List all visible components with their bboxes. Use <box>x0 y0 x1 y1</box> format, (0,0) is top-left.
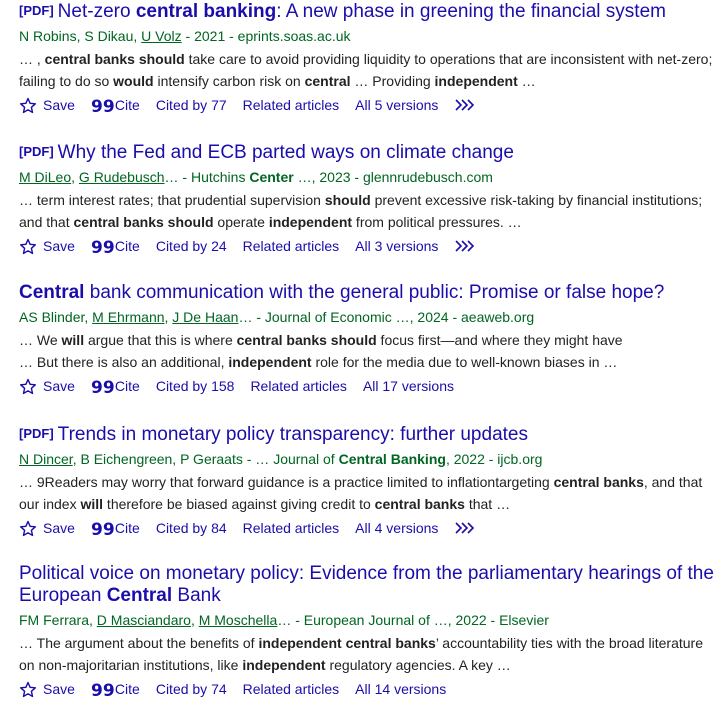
search-result <box>19 423 719 539</box>
save-label: Save <box>43 238 75 254</box>
result-title <box>19 563 719 607</box>
result-meta <box>19 450 719 468</box>
snippet-text: … , <box>19 51 45 67</box>
snippet-text: that … <box>464 496 511 512</box>
meta-text: … - Journal of Economic …, 2024 - aeaweb.org <box>238 309 535 325</box>
result-title <box>19 423 719 446</box>
double-chevron-right-icon <box>454 520 474 536</box>
snippet-text: central banks <box>374 496 465 512</box>
result-snippet <box>19 329 719 373</box>
cite-button[interactable] <box>90 377 140 398</box>
result-title-link[interactable] <box>58 142 514 163</box>
author-link[interactable]: U Volz <box>141 28 182 44</box>
result-meta <box>19 168 719 186</box>
snippet-text: intensify carbon risk on <box>153 73 305 89</box>
svg-text:99: 99 <box>90 519 115 540</box>
meta-text: Central Banking <box>338 451 446 467</box>
related-articles-link[interactable]: Related articles <box>250 378 347 394</box>
title-text: Why the Fed and ECB parted ways on climate change <box>57 142 514 163</box>
snippet-text: independent <box>268 214 353 230</box>
star-icon <box>19 97 37 114</box>
snippet-text: … <box>517 73 536 89</box>
title-text: central banking <box>135 1 277 22</box>
author-link[interactable]: N Dincer <box>19 451 73 467</box>
author-link[interactable]: M Ehrmann <box>92 309 165 325</box>
snippet-text: therefore be biased against giving credit to <box>103 496 375 512</box>
snippet-text: regulatory agencies. A key … <box>325 657 511 673</box>
cited-by-link[interactable]: Cited by 74 <box>155 681 227 697</box>
snippet-text: operate <box>213 214 269 230</box>
result-title-link[interactable] <box>19 563 714 606</box>
meta-text: , B Eichengreen, P Geraats - … Journal of <box>72 451 339 467</box>
cite-label: Cite <box>114 520 140 536</box>
cite-label: Cite <box>114 97 140 113</box>
quote-icon <box>90 237 115 258</box>
cite-label: Cite <box>114 681 140 697</box>
save-button[interactable] <box>19 238 75 255</box>
svg-text:99: 99 <box>90 377 115 398</box>
result-title <box>19 282 719 304</box>
cite-button[interactable] <box>90 680 140 701</box>
meta-text: , 2022 - ijcb.org <box>445 451 543 467</box>
author-link[interactable]: G Rudebusch <box>78 169 165 185</box>
snippet-text: role for the media due to well-known biases in … <box>311 354 618 370</box>
cite-button[interactable] <box>90 237 140 258</box>
meta-text: , <box>71 169 79 185</box>
snippet-text: … We <box>19 332 62 348</box>
meta-text: , <box>190 612 199 628</box>
cite-label: Cite <box>114 238 140 254</box>
title-text: Bank <box>172 585 221 606</box>
svg-text:99: 99 <box>90 237 115 258</box>
all-versions-link[interactable]: All 17 versions <box>362 378 454 394</box>
save-label: Save <box>43 378 75 394</box>
more-button[interactable] <box>454 97 480 113</box>
save-label: Save <box>43 681 75 697</box>
all-versions-link[interactable]: All 5 versions <box>355 97 439 113</box>
cited-by-link[interactable]: Cited by 24 <box>155 238 227 254</box>
result-actions <box>19 678 719 700</box>
star-icon <box>19 238 37 255</box>
result-meta <box>19 27 719 45</box>
meta-text: … - Hutchins <box>164 169 250 185</box>
meta-text: AS Blinder, <box>19 309 93 325</box>
snippet-text: … The argument about the benefits of <box>19 635 259 651</box>
result-actions <box>19 375 719 397</box>
quote-icon <box>90 680 115 701</box>
result-title <box>19 141 719 164</box>
all-versions-link[interactable]: All 14 versions <box>355 681 447 697</box>
author-link[interactable]: M DiLeo <box>19 169 72 185</box>
snippet-text: should <box>324 192 371 208</box>
author-link[interactable]: M Moschella <box>198 612 278 628</box>
snippet-text: focus first—and where they might have <box>376 332 623 348</box>
snippet-text: prevent excessive risk-taking by financial institutions; and that <box>19 192 703 230</box>
snippet-text: take care to avoid providing liquidity to operations that are inconsistent with net-zero; failing to do so <box>19 51 713 89</box>
meta-text: … - European Journal of …, 2022 - Elsevier <box>277 612 549 628</box>
title-text: bank communication with the general public: Promise or false hope? <box>84 282 665 303</box>
title-text: : A new phase in greening the financial system <box>276 1 666 22</box>
result-snippet <box>19 189 719 233</box>
result-snippet <box>19 471 719 515</box>
snippet-text: independent <box>242 657 326 673</box>
result-title-link[interactable] <box>19 282 664 303</box>
more-button[interactable] <box>454 520 480 536</box>
snippet-text: … 9Readers may worry that forward guidance is a practice limited to inflationtargeting <box>19 474 554 490</box>
search-result <box>19 0 719 116</box>
all-versions-link[interactable]: All 3 versions <box>355 238 439 254</box>
snippet-text: ’ accountability ties with the broad literature on non-majoritarian institutions, like <box>19 635 704 673</box>
search-result <box>19 141 719 257</box>
snippet-text: … But there is also an additional, <box>19 354 229 370</box>
snippet-text: , and that our index <box>19 474 703 512</box>
title-text: Net-zero <box>57 1 136 22</box>
result-actions <box>19 94 719 116</box>
snippet-text: would <box>113 73 154 89</box>
meta-text: N Robins, S Dikau, <box>19 28 142 44</box>
cited-by-link[interactable]: Cited by 158 <box>155 378 235 394</box>
double-chevron-right-icon <box>454 97 474 113</box>
cited-by-link[interactable]: Cited by 77 <box>155 97 227 113</box>
pdf-tag[interactable]: [PDF] <box>19 426 54 441</box>
result-title <box>19 0 719 23</box>
title-text: Political voice on monetary policy: Evidence from the parliamentary hearings of the European <box>19 563 714 606</box>
search-result <box>19 563 719 700</box>
quote-icon <box>90 96 115 117</box>
quote-icon <box>90 377 115 398</box>
snippet-text: … term interest rates; that prudential supervision <box>19 192 325 208</box>
related-articles-link[interactable]: Related articles <box>242 520 340 536</box>
save-button[interactable] <box>19 681 75 698</box>
save-button[interactable] <box>19 378 75 395</box>
save-button[interactable] <box>19 97 75 114</box>
result-meta <box>19 308 719 326</box>
star-icon <box>19 681 37 698</box>
result-snippet <box>19 48 719 92</box>
author-link[interactable]: J De Haan <box>172 309 239 325</box>
all-versions-link[interactable]: All 4 versions <box>355 520 439 536</box>
snippet-text: central banks should <box>236 332 377 348</box>
title-text: Central <box>19 282 85 303</box>
result-snippet <box>19 632 719 676</box>
meta-text: FM Ferrara, <box>19 612 97 628</box>
meta-text: - 2021 - eprints.soas.ac.uk <box>181 28 351 44</box>
result-meta <box>19 611 719 629</box>
svg-text:99: 99 <box>90 96 115 117</box>
meta-text: Center <box>249 169 294 185</box>
double-chevron-right-icon <box>454 238 474 254</box>
meta-text: …, 2023 - glennrudebusch.com <box>293 169 493 185</box>
save-label: Save <box>43 97 75 113</box>
snippet-text: … Providing <box>350 73 435 89</box>
snippet-text: independent <box>228 354 312 370</box>
cite-button[interactable] <box>90 96 140 117</box>
cite-label: Cite <box>114 378 140 394</box>
search-result <box>19 282 719 397</box>
snippet-text: independent central banks <box>258 635 436 651</box>
pdf-tag[interactable]: [PDF] <box>19 3 54 18</box>
cited-by-link[interactable]: Cited by 84 <box>155 520 227 536</box>
related-articles-link[interactable]: Related articles <box>242 97 340 113</box>
snippet-text: argue that this is where <box>84 332 237 348</box>
snippet-text: central banks should <box>44 51 185 67</box>
title-text: Central <box>106 585 173 606</box>
quote-icon <box>90 519 115 540</box>
more-button[interactable] <box>454 238 480 254</box>
snippet-text: independent <box>434 73 518 89</box>
result-actions <box>19 235 719 257</box>
save-label: Save <box>43 520 75 536</box>
snippet-text: central <box>304 73 351 89</box>
result-title-link[interactable] <box>58 424 528 445</box>
star-icon <box>19 520 37 537</box>
snippet-text: central banks should <box>73 214 214 230</box>
result-title-link[interactable] <box>58 1 666 22</box>
related-articles-link[interactable]: Related articles <box>242 238 340 254</box>
author-link[interactable]: D Masciandaro <box>96 612 191 628</box>
snippet-text: will <box>80 496 104 512</box>
svg-text:99: 99 <box>90 680 115 701</box>
snippet-text: from political pressures. … <box>352 214 522 230</box>
cite-button[interactable] <box>90 519 140 540</box>
result-actions <box>19 517 719 539</box>
title-text: Trends in monetary policy transparency: further updates <box>57 424 528 445</box>
snippet-text: central banks <box>553 474 644 490</box>
snippet-text: will <box>61 332 85 348</box>
pdf-tag[interactable]: [PDF] <box>19 144 54 159</box>
meta-text: , <box>164 309 173 325</box>
save-button[interactable] <box>19 520 75 537</box>
star-icon <box>19 378 37 395</box>
related-articles-link[interactable]: Related articles <box>242 681 340 697</box>
